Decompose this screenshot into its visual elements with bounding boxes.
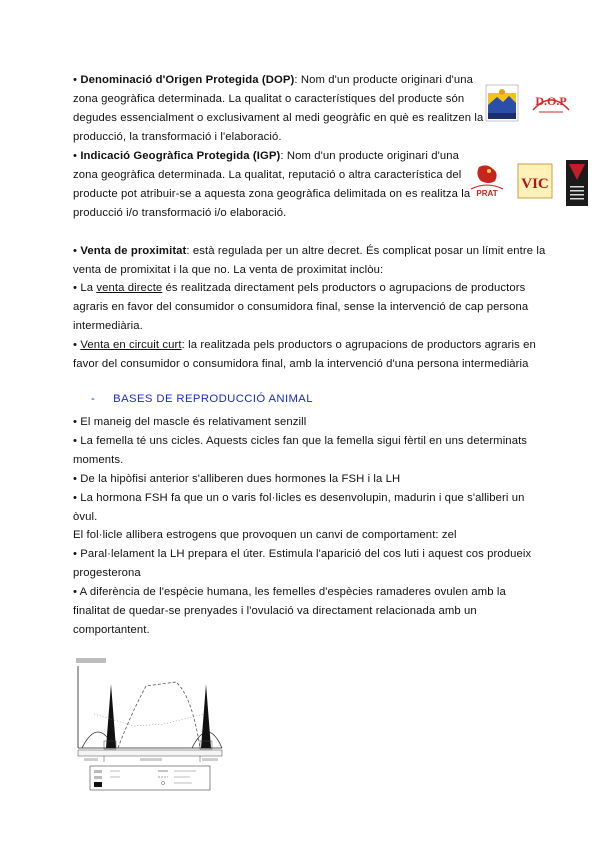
bases-list [73,413,531,640]
venta-directe-term: venta directe [96,282,163,294]
list-item: moments. [73,453,124,466]
venta-directe-paragraph: • La venta directe és realitzada directament pels productors o agrupacions de productors agraris en favor del consumidor o consumidora final, sense la intervenció de cap persona intermediària. [73,282,529,332]
list-item: comportantent. [73,623,150,636]
igp-vic-logo [517,163,553,199]
dop-regional-logo [485,83,519,123]
list-item: progesterona [73,567,141,580]
bullet: • [73,74,78,86]
diagram-legend [90,766,210,790]
svg-text:PRAT: PRAT [476,189,498,198]
dop-logo [529,88,573,116]
list-item: • La hormona FSH fa que un o varis fol·licles es desenvolupin, madurin i que s'alliberi un [73,491,525,504]
svg-text:D.O.P: D.O.P [535,94,567,108]
section-heading: - BASES DE REPRODUCCIÓ ANIMAL [91,393,313,405]
list-item: • El maneig del mascle és relativament senzill [73,416,307,428]
diagram-title-smudge [76,658,106,663]
hormone-cycle-diagram [74,656,226,792]
igp-prat-logo [467,163,507,199]
proximitat-term: Venta de proximitat [80,245,187,257]
circuit-curt-term: Venta en circuit curt [80,339,182,351]
list-item: • Paral·lelament la LH prepara el úter. Estimula l'aparició del cos luti i aquest cos produeix [73,548,532,561]
list-item: finalitat de quedar-se prenyades i l'ovulació va directament relacionada amb un [73,605,477,618]
list-item: òvul. [73,510,98,523]
svg-text:VIC: VIC [521,176,549,192]
circuit-curt-paragraph: • Venta en circuit curt: la realitzada pels productors o agrupacions de productors agraris en favor del consumidor o consumidora final, amb la intervenció d'una persona intermediària [73,339,536,370]
dop-term: Denominació d'Origen Protegida (DOP) [80,74,295,86]
igp-paragraph: • Indicació Geogràfica Protegida (IGP): Nom d'un producte originari d'una zona geogràfica determinada. La qualitat, reputació o altra característica del producte pot atribuir-se a aquesta zona geogràfica delimitada on es realitza la producció i/o transformació i/o elaboració. [73,150,471,219]
list-item: • De la hipòfisi anterior s'alliberen dues hormones la FSH i la LH [73,472,401,485]
list-item: El fol·licle allibera estrogens que provoquen un canvi de comportament: zel [73,529,457,542]
list-item: • A diferència de l'espècie humana, les femelles d'espècies ramaderes ovulen amb la [73,586,506,599]
igp-term: Indicació Geogràfica Protegida (IGP) [80,150,281,162]
list-item: • La femella té uns cicles. Aquests cicles fan que la femella sigui fèrtil en uns determinats [73,434,528,447]
proximitat-paragraph: • Venta de proximitat: està regulada per un altre decret. És complicat posar un límit entre la venta de promixitat i la que no. La venta de proximitat inclòu: [73,245,546,276]
igp-dark-logo [566,160,588,206]
dop-paragraph: • Denominació d'Origen Protegida (DOP): Nom d'un producte originari d'una zona geogràfica determinada. La qualitat o característiques del producte són degudes essencialment o exclusivament al medi geogràfic en què es realitzen la producció, la transformació i l'elaboració. [73,74,484,143]
